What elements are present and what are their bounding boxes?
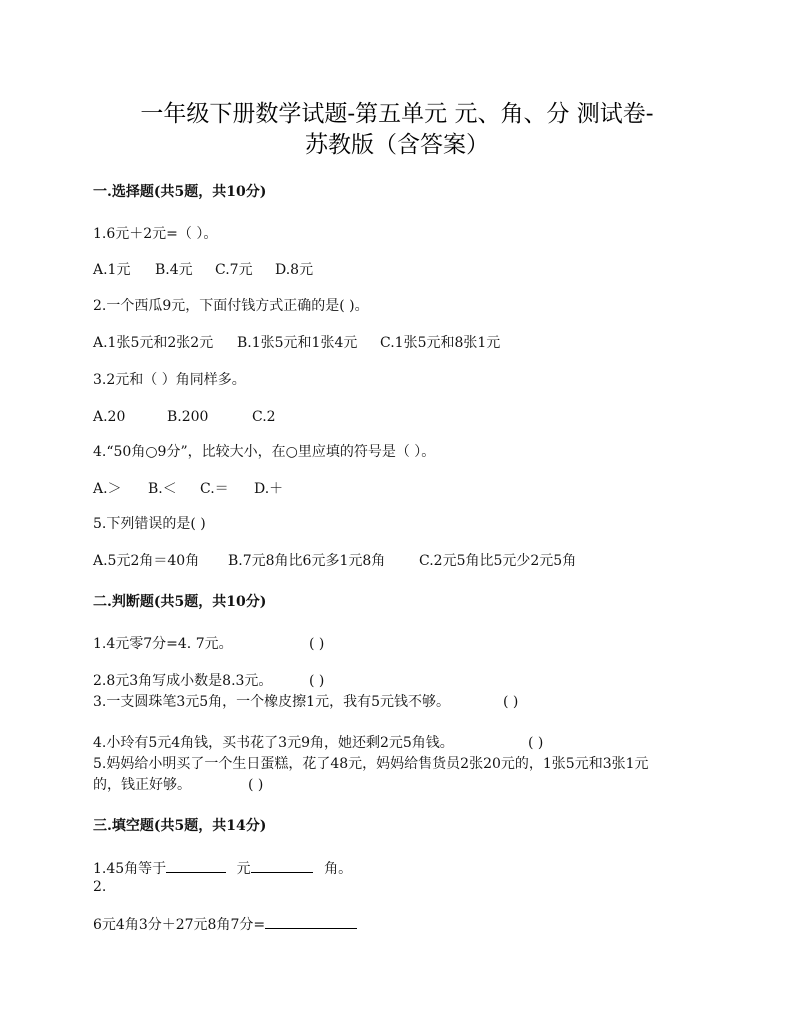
fill-text: 角。 (324, 861, 353, 877)
option-a: A.1张5元和2张2元 (93, 335, 214, 351)
judge-item-text: 1.4元零7分=4. 7元。 (93, 636, 233, 652)
section-heading-choice: 一.选择题(共5题，共10分) (93, 184, 267, 200)
fill-item (93, 914, 357, 934)
answer-blank[interactable] (265, 914, 357, 929)
page-title-line1: 一年级下册数学试题-第五单元 元、角、分 测试卷- (140, 101, 654, 127)
judge-item-text: 2.8元3角写成小数是8.3元。 (93, 673, 273, 689)
answer-parentheses: ( ) (309, 673, 325, 689)
question-stem: 4.“50角○9分”，比较大小，在○里应填的符号是（ ）。 (93, 444, 436, 460)
option-b: B.200 (167, 409, 209, 425)
option-c: C.＝ (200, 481, 229, 497)
judge-item (93, 693, 518, 711)
judge-item (93, 635, 324, 653)
option-b: B.＜ (148, 481, 177, 497)
option-c: C.2 (252, 409, 276, 425)
section-heading-fill: 三.填空题(共5题，共14分) (93, 818, 267, 834)
judge-item-text: 3.一支圆珠笔3元5角，一个橡皮擦1元，我有5元钱不够。 (93, 694, 450, 710)
judge-item-text: 的，钱正好够。 (93, 777, 191, 793)
question-stem: 5.下列错误的是( ) (93, 516, 206, 532)
judge-item (93, 672, 324, 690)
option-c: C.2元5角比5元少2元5角 (419, 553, 577, 569)
option-c: C.1张5元和8张1元 (380, 335, 501, 351)
answer-parentheses: ( ) (503, 694, 519, 710)
answer-parentheses: ( ) (528, 735, 544, 751)
option-d: D.8元 (275, 262, 314, 278)
option-b: B.4元 (155, 262, 193, 278)
fill-text: 6元4角3分＋27元8角7分= (93, 917, 266, 933)
section-heading-judge: 二.判断题(共5题，共10分) (93, 594, 267, 610)
question-options (93, 480, 283, 498)
page-title-line2: 苏教版（含答案） (305, 132, 489, 158)
option-b: B.1张5元和1张4元 (237, 335, 358, 351)
answer-parentheses: ( ) (248, 777, 264, 793)
option-a: A.＞ (93, 481, 122, 497)
fill-text: 元 (236, 861, 251, 877)
judge-item-text: 4.小玲有5元4角钱，买书花了3元9角，她还剩2元5角钱。 (93, 735, 454, 751)
judge-item-text: 5.妈妈给小明买了一个生日蛋糕，花了48元，妈妈给售货员2张20元的，1张5元和3张1元 (93, 756, 649, 772)
judge-item (93, 776, 263, 794)
option-b: B.7元8角比6元多1元8角 (228, 553, 386, 569)
question-options (93, 408, 276, 426)
question-stem: 2.一个西瓜9元，下面付钱方式正确的是( )。 (93, 298, 369, 314)
option-d: D.＋ (254, 481, 284, 497)
answer-blank[interactable] (251, 858, 313, 873)
question-stem: 3.2元和（ ）角同样多。 (93, 372, 246, 388)
question-options (93, 334, 500, 352)
answer-blank[interactable] (166, 858, 226, 873)
fill-text: 1.45角等于 (93, 861, 167, 877)
option-c: C.7元 (215, 262, 253, 278)
option-a: A.5元2角＝40角 (93, 553, 200, 569)
judge-item (93, 734, 543, 752)
question-stem: 1.6元＋2元=（ ）。 (93, 226, 218, 242)
answer-parentheses: ( ) (309, 636, 325, 652)
option-a: A.20 (93, 409, 126, 425)
fill-item (93, 858, 352, 878)
question-options (93, 261, 313, 279)
fill-item-number: 2. (93, 879, 107, 895)
option-a: A.1元 (93, 262, 131, 278)
question-options (93, 552, 576, 570)
